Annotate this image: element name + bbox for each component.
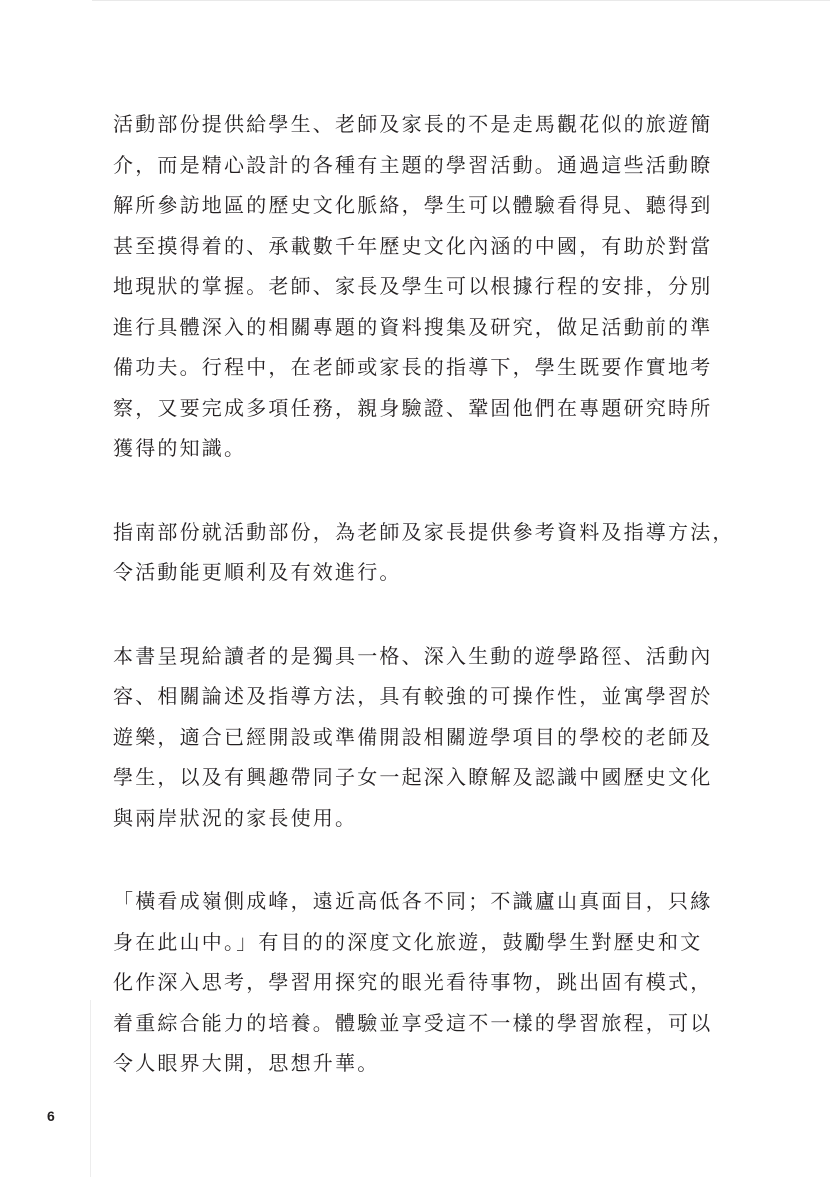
text-line: 活動部份提供給學生、老師及家長的不是走馬觀花似的旅遊簡 [113, 112, 713, 136]
text-line: 地現狀的掌握。老師、家長及學生可以根據行程的安排，分別 [113, 274, 713, 298]
text-line: 甚至摸得着的、承載數千年歷史文化內涵的中國，有助於對當 [113, 233, 713, 258]
text-line: 獲得的知識。 [113, 436, 247, 460]
text-line: 本書呈現給讀者的是獨具一格、深入生動的遊學路徑、活動內 [113, 643, 713, 668]
text-line: 學生，以及有興趣帶同子女一起深入瞭解及認識中國歷史文化 [113, 765, 713, 789]
paragraph-book-summary [113, 636, 723, 839]
paragraph-guide [113, 512, 735, 593]
text-line: 化作深入思考，學習用探究的眼光看待事物，跳出固有模式， [113, 970, 713, 994]
text-line: 着重綜合能力的培養。體驗並享受這不一樣的學習旅程，可以 [113, 1010, 713, 1035]
text-line: 解所參訪地區的歷史文化脈絡，學生可以體驗看得見、聽得到 [113, 193, 713, 217]
top-divider [92, 0, 830, 1]
text-line: 備功夫。行程中，在老師或家長的指導下，學生既要作實地考 [113, 355, 713, 379]
text-line: 察，又要完成多項任務，親身驗證、鞏固他們在專題研究時所 [113, 395, 713, 420]
page-number: 6 [47, 1108, 55, 1124]
body-text [113, 104, 735, 1127]
text-line: 進行具體深入的相關專題的資料搜集及研究，做足活動前的準 [113, 314, 713, 339]
paragraph-activities [113, 104, 723, 469]
text-line: 與兩岸狀況的家長使用。 [113, 805, 358, 830]
text-line: 令活動能更順利及有效進行。 [113, 560, 402, 584]
text-line: 身在此山中。」有目的的深度文化旅遊，鼓勵學生對歷史和文 [113, 929, 703, 954]
paragraph-quote [113, 881, 723, 1084]
text-line: 「橫看成嶺側成峰，遠近高低各不同；不識廬山真面目，只緣 [113, 889, 713, 913]
margin-divider [90, 1000, 91, 1177]
text-line: 介，而是精心設計的各種有主題的學習活動。通過這些活動瞭 [113, 152, 713, 177]
text-line: 遊樂，適合已經開設或準備開設相關遊學項目的學校的老師及 [113, 724, 713, 749]
text-line: 容、相關論述及指導方法，具有較強的可操作性，並寓學習於 [113, 684, 713, 708]
text-line: 令人眼界大開，思想升華。 [113, 1051, 380, 1075]
text-line: 指南部份就活動部份，為老師及家長提供參考資料及指導方法， [113, 519, 735, 544]
